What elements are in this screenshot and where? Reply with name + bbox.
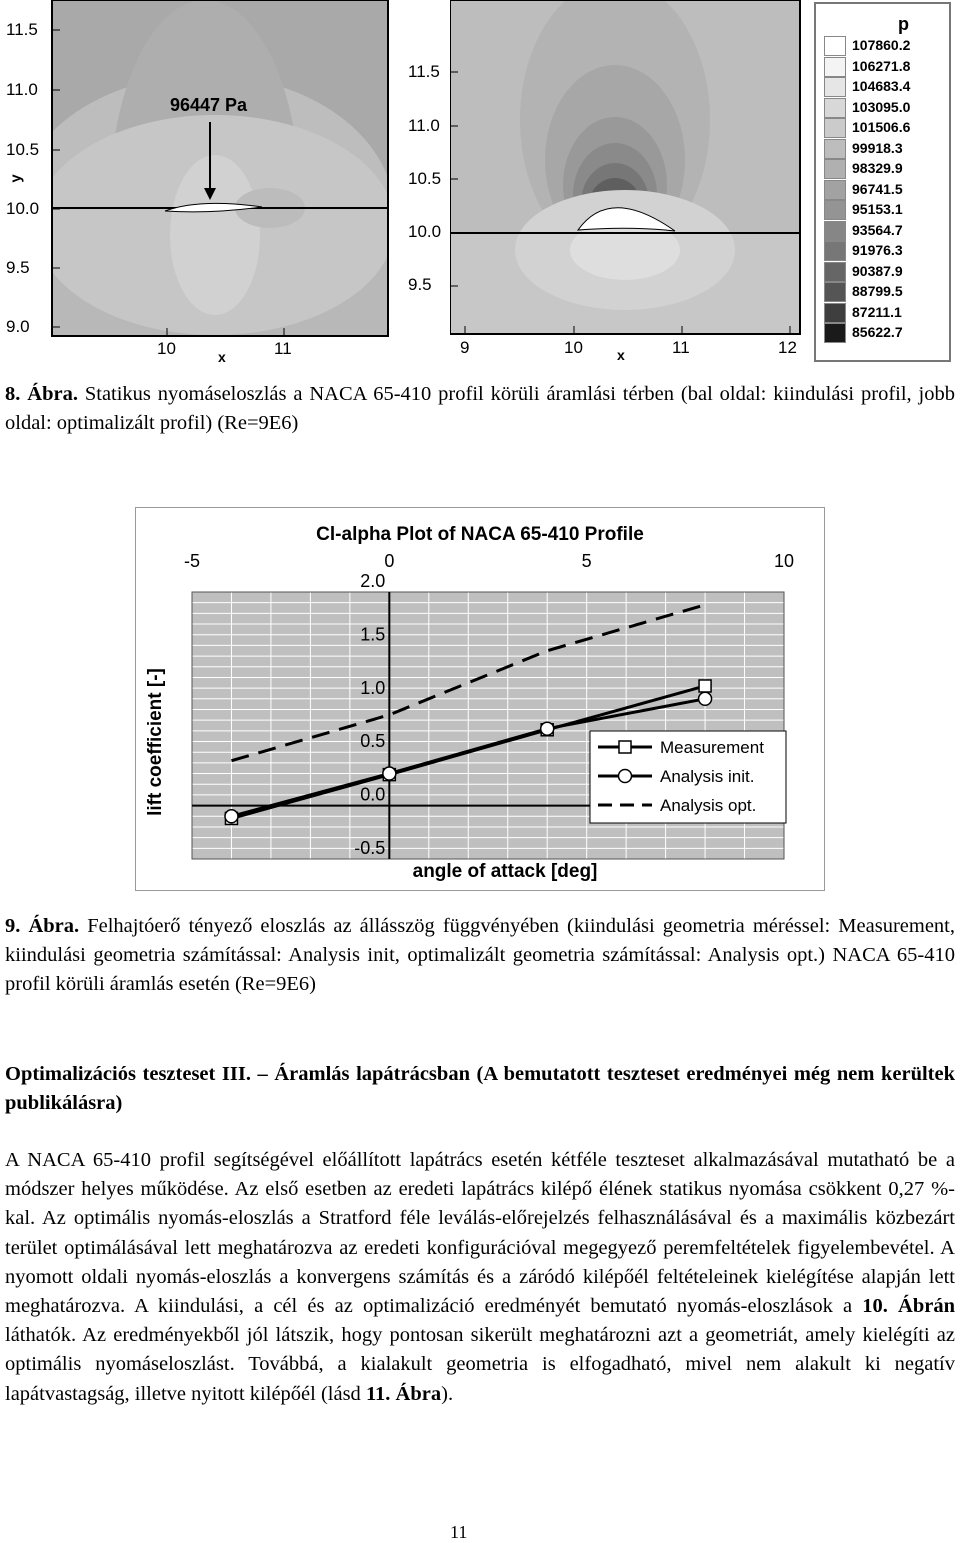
right-y-tick: 10.5 [408, 169, 442, 188]
y-tick-label: 0.5 [360, 731, 386, 752]
x-tick-label: 0 [384, 551, 395, 571]
data-point-analysis-init [383, 767, 396, 780]
chart-title: Cl-alpha Plot of NACA 65-410 Profile [316, 524, 644, 545]
y-tick-label: 1.0 [360, 677, 386, 698]
body-text: ). [441, 1382, 454, 1405]
y-tick-label: -0.5 [354, 838, 386, 858]
legend-swatch [824, 221, 846, 241]
body-text: láthatók. Az eredményekből jól látszik, hogy pontosan sikerült meghatározni azt a geometriát, amely kielégíti az optimális nyomáseloszlást. Továbbá, a kialakult geometria is elfogadható, mivel nem alakult ki negatív lapátvastagság, illetve nyitott kilépőél (lásd [5, 1324, 955, 1405]
right-y-tick: 11.0 [408, 116, 440, 135]
legend-level-label: 99918.3 [852, 139, 903, 156]
legend-level-label: 87211.1 [852, 303, 902, 320]
legend-level-label: 101506.6 [852, 119, 911, 135]
left-y-tick: 9.5 [6, 258, 30, 277]
left-y-tick: 9.0 [6, 317, 30, 336]
legend-level-label: 96741.5 [852, 180, 903, 197]
legend-swatch [824, 200, 846, 220]
left-y-tick: 10.5 [6, 140, 40, 159]
figure-reference: 11. Ábra [365, 1382, 442, 1405]
legend-swatch [824, 159, 846, 179]
y-axis-title: lift coefficient [-] [145, 668, 166, 816]
body-text: A NACA 65-410 profil segítségével előállított lapátrács esetén kétféle teszteset alkalmazásával mutatható be a módszer helyes működése. Az első esetben az eredeti lapátrács kilépő élének statikus nyomása csökkent 0,27 %-kal. Az optimális nyomás-eloszlás a Stratford féle leválás-előrejelzés felhasználásával és a maximális közbezárt terület optimálásával lett meghatározva az eredeti konfigurációval megegyező peremfeltételek figyelembevétel. A nyomott oldali nyomás-eloszlás a konvergens számítás és a záródó kilépőél feltételeinek kielégítése alapján lett meghatározva. A kiindulási, a cél és az optimalizáció eredményét bemutató nyomás-eloszlások a [5, 1149, 955, 1318]
legend-marker [619, 770, 632, 783]
legend-entry-label: Measurement [660, 738, 764, 757]
legend-swatch [824, 36, 846, 56]
caption-text: Felhajtóerő tényező eloszlás az állásszög függvényében (kiindulási geometria méréssel: Measurement, kiindulási geometria számítással: Analysis init, optimalizált geometria számítással: Analysis opt.) NACA 65-410 profil körüli áramlás esetén (Re=9E6) [5, 915, 955, 995]
figure-9-chart [135, 507, 825, 891]
figure-8 [0, 0, 960, 365]
legend-swatch [824, 180, 846, 200]
right-y-tick: 9.5 [408, 275, 432, 294]
legend-title: p [898, 14, 909, 34]
legend-level-label: 107860.2 [852, 37, 911, 53]
legend-swatch [824, 57, 846, 77]
right-pressure-contour-plot [450, 0, 810, 365]
data-point-measurement [699, 680, 711, 692]
section-heading: Optimalizációs teszteset III. – Áramlás lapátrácsban (A bemutatott teszteset eredményei még nem kerültek publikálásra) [5, 1063, 955, 1115]
legend-entry-label: Analysis init. [660, 767, 755, 786]
legend-level-label: 98329.9 [852, 160, 903, 176]
left-y-axis-label: y [7, 174, 25, 183]
left-x-axis-label: x [218, 349, 226, 365]
legend-swatch [824, 282, 846, 302]
y-tick-label: 0.0 [360, 784, 386, 805]
y-tick-label: 2.0 [360, 571, 386, 591]
x-axis-title: angle of attack [deg] [412, 861, 598, 882]
data-point-analysis-init [541, 722, 554, 735]
legend-level-label: 88799.5 [852, 283, 903, 299]
y-tick-label: 1.5 [360, 624, 386, 645]
legend-swatch [824, 241, 846, 261]
left-pressure-contour-plot [0, 0, 400, 365]
cl-alpha-chart [135, 507, 825, 891]
pressure-legend [814, 2, 951, 362]
legend-entry-label: Analysis opt. [660, 796, 757, 815]
figure-reference: 10. Ábrán [862, 1295, 955, 1318]
legend-level-label: 103095.0 [852, 98, 911, 115]
legend-swatch [824, 262, 846, 282]
left-y-tick: 11.0 [6, 80, 38, 99]
x-tick-label: 5 [581, 551, 592, 571]
legend-swatch [824, 139, 846, 159]
right-x-tick: 12 [778, 338, 797, 357]
legend-level-label: 95153.1 [852, 201, 903, 217]
caption-text: Statikus nyomáseloszlás a NACA 65-410 profil körüli áramlási térben (bal oldal: kiindulási profil, jobb oldal: optimalizált profil) (Re=9E6) [5, 383, 955, 434]
data-point-analysis-init [699, 692, 712, 705]
legend-swatch [824, 77, 846, 97]
figure-9-caption [5, 912, 955, 999]
legend-swatch [824, 303, 846, 323]
caption-number: 8. Ábra. [5, 383, 78, 405]
page-number: 11 [450, 1522, 468, 1542]
legend-swatch [824, 98, 846, 118]
body-paragraph [5, 1146, 955, 1409]
legend-swatch [824, 118, 846, 138]
legend-level-label: 90387.9 [852, 262, 903, 279]
legend-level-label: 104683.4 [852, 78, 911, 94]
legend-level-label: 85622.7 [852, 324, 903, 340]
left-y-tick: 11.5 [6, 20, 38, 39]
legend-level-label: 91976.3 [852, 242, 903, 258]
right-x-tick: 10 [564, 338, 583, 357]
right-x-tick: 9 [460, 338, 470, 357]
x-tick-label: 10 [773, 551, 795, 571]
right-y-tick: 10.0 [408, 222, 442, 241]
right-y-tick: 11.5 [408, 62, 440, 81]
right-x-tick: 11 [672, 338, 690, 357]
left-x-tick: 11 [274, 339, 292, 358]
caption-number: 9. Ábra. [5, 915, 80, 937]
right-x-axis-label: x [617, 347, 625, 363]
legend-level-label: 93564.7 [852, 221, 903, 238]
figure-8-caption [5, 380, 955, 438]
left-x-tick: 10 [157, 339, 176, 358]
legend-swatch [824, 323, 846, 343]
left-y-tick: 10.0 [6, 199, 40, 218]
left-plot-annotation: 96447 Pa [170, 95, 248, 115]
data-point-analysis-init [225, 810, 238, 823]
legend-level-label: 106271.8 [852, 57, 911, 74]
legend-marker [619, 741, 631, 753]
x-tick-label: -5 [183, 551, 201, 571]
